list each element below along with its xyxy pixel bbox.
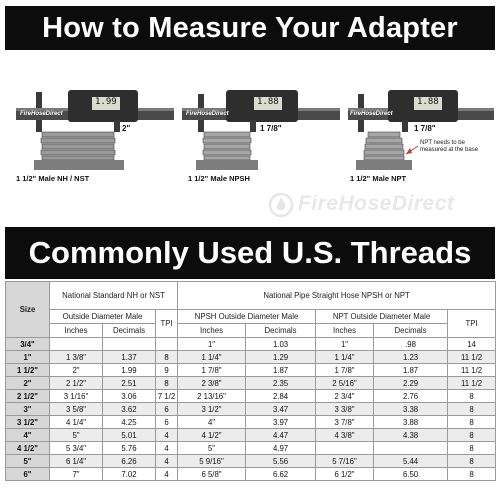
- npsh-decimals-cell: 1.29: [246, 351, 316, 364]
- ns-decimals-cell: 1.99: [103, 364, 156, 377]
- table-row: [6, 455, 496, 468]
- table-row: [6, 364, 496, 377]
- table-row: [6, 338, 496, 351]
- ns-decimals-cell: 3.62: [103, 403, 156, 416]
- ns-tpi-cell: 4: [156, 455, 178, 468]
- npt-tpi-header: TPI: [448, 310, 496, 338]
- ns-inches-cell: 3 5/8": [50, 403, 103, 416]
- npt-tpi-cell: 8: [448, 455, 496, 468]
- caliper-reading: 1.88: [257, 97, 279, 107]
- npsh-decimals-cell: 4.97: [246, 442, 316, 455]
- npt-decimals-cell: 1.87: [374, 364, 448, 377]
- npt-od-header: NPT Outside Diameter Male: [316, 310, 448, 324]
- table-row: [6, 442, 496, 455]
- ns-tpi-cell: 9: [156, 364, 178, 377]
- npt-inches-cell: 6 1/2": [316, 468, 374, 481]
- npsh-inches-cell: 4 1/2": [178, 429, 246, 442]
- npsh-inches-cell: 1 7/8": [178, 364, 246, 377]
- ns-inches-cell: 2 1/2": [50, 377, 103, 390]
- npt-decimals-cell: 3.38: [374, 403, 448, 416]
- ns-inches-cell: [50, 338, 103, 351]
- ns-decimals-cell: 3.06: [103, 390, 156, 403]
- caliper-brand: FireHoseDirect: [20, 111, 63, 117]
- npt-tpi-cell: 8: [448, 403, 496, 416]
- caliper-figure-npsh: [176, 86, 340, 186]
- ns-tpi-cell: 4: [156, 468, 178, 481]
- table-row: [6, 403, 496, 416]
- ns-tpi-cell: 7 1/2: [156, 390, 178, 403]
- threads-table-body: [6, 338, 496, 481]
- caliper-size-label: 1 7/8": [260, 124, 282, 133]
- npsh-inches-cell: 4": [178, 416, 246, 429]
- ns-tpi-cell: 4: [156, 429, 178, 442]
- ns-inches-cell: 5 3/4": [50, 442, 103, 455]
- npt-tpi-cell: 11 1/2: [448, 364, 496, 377]
- table-row: [6, 416, 496, 429]
- npsh-decimals-cell: 6.62: [246, 468, 316, 481]
- npt-inches-cell: 2 5/16": [316, 377, 374, 390]
- npsh-decimals-cell: 1.03: [246, 338, 316, 351]
- ns-od-header: Outside Diameter Male: [50, 310, 156, 324]
- ns-inches-cell: 5": [50, 429, 103, 442]
- npt-inches-cell: 5 7/16": [316, 455, 374, 468]
- ns-decimals-cell: 1.37: [103, 351, 156, 364]
- npsh-decimals-cell: 1.87: [246, 364, 316, 377]
- npt-inches-cell: 4 3/8": [316, 429, 374, 442]
- ns-decimals-header: Decimals: [103, 324, 156, 338]
- npt-inches-cell: 3 3/8": [316, 403, 374, 416]
- table-row: [6, 429, 496, 442]
- npt-decimals-header: Decimals: [374, 324, 448, 338]
- npsh-inches-cell: 5 9/16": [178, 455, 246, 468]
- table-row: [6, 468, 496, 481]
- ns-inches-cell: 6 1/4": [50, 455, 103, 468]
- ns-decimals-cell: 5.76: [103, 442, 156, 455]
- npsh-inches-cell: 1 1/4": [178, 351, 246, 364]
- ns-inches-header: Inches: [50, 324, 103, 338]
- npt-tpi-cell: 14: [448, 338, 496, 351]
- size-cell: 3": [6, 403, 50, 416]
- ns-decimals-cell: 6.26: [103, 455, 156, 468]
- watermark-text: FireHoseDirect: [298, 192, 455, 215]
- ns-decimals-cell: 4.25: [103, 416, 156, 429]
- npsh-decimals-cell: 3.97: [246, 416, 316, 429]
- ns-group-header: National Standard NH or NST: [50, 282, 178, 310]
- npsh-decimals-header: Decimals: [246, 324, 316, 338]
- table-row: [6, 390, 496, 403]
- npt-decimals-cell: 3.88: [374, 416, 448, 429]
- ns-inches-cell: 7": [50, 468, 103, 481]
- npsh-decimals-cell: 2.35: [246, 377, 316, 390]
- ns-inches-cell: 3 1/16": [50, 390, 103, 403]
- npt-inches-header: Inches: [316, 324, 374, 338]
- caliper-brand: FireHoseDirect: [186, 111, 229, 117]
- ns-decimals-cell: 2.51: [103, 377, 156, 390]
- size-cell: 3/4": [6, 338, 50, 351]
- table-row: [6, 351, 496, 364]
- npt-decimals-cell: 6.50: [374, 468, 448, 481]
- npt-decimals-cell: 2.76: [374, 390, 448, 403]
- npsh-inches-cell: 1": [178, 338, 246, 351]
- size-cell: 6": [6, 468, 50, 481]
- npt-decimals-cell: 2.29: [374, 377, 448, 390]
- npsh-inches-cell: 6 5/8": [178, 468, 246, 481]
- threads-table: [5, 281, 496, 481]
- caliper-caption: 1 1/2" Male NPSH: [188, 174, 250, 183]
- caliper-figure-nh: [6, 86, 176, 186]
- ns-inches-cell: 4 1/4": [50, 416, 103, 429]
- npt-inches-cell: 1": [316, 338, 374, 351]
- size-cell: 1": [6, 351, 50, 364]
- npt-tpi-cell: 11 1/2: [448, 351, 496, 364]
- size-cell: 5": [6, 455, 50, 468]
- ns-inches-cell: 1 3/8": [50, 351, 103, 364]
- size-header: Size: [6, 282, 50, 338]
- ns-tpi-cell: 8: [156, 351, 178, 364]
- npt-tpi-cell: 8: [448, 416, 496, 429]
- size-cell: 4": [6, 429, 50, 442]
- section-title: Commonly Used U.S. Threads: [5, 227, 495, 279]
- size-cell: 2 1/2": [6, 390, 50, 403]
- npsh-od-header: NPSH Outside Diameter Male: [178, 310, 316, 324]
- page-title: How to Measure Your Adapter: [5, 6, 495, 50]
- ns-tpi-cell: 6: [156, 416, 178, 429]
- npsh-decimals-cell: 3.47: [246, 403, 316, 416]
- caliper-brand: FireHoseDirect: [350, 111, 393, 117]
- npsh-inches-cell: 2 3/8": [178, 377, 246, 390]
- ns-decimals-cell: 5.01: [103, 429, 156, 442]
- caliper-size-label: 2": [122, 124, 131, 133]
- npsh-decimals-cell: 4.47: [246, 429, 316, 442]
- ns-decimals-cell: [103, 338, 156, 351]
- np-group-header: National Pipe Straight Hose NPSH or NPT: [178, 282, 496, 310]
- npt-tpi-cell: 8: [448, 390, 496, 403]
- ns-tpi-cell: [156, 338, 178, 351]
- ns-decimals-cell: 7.02: [103, 468, 156, 481]
- npt-inches-cell: [316, 442, 374, 455]
- caliper-caption: 1 1/2" Male NH / NST: [16, 174, 90, 183]
- npt-decimals-cell: .98: [374, 338, 448, 351]
- npsh-inches-cell: 2 13/16": [178, 390, 246, 403]
- npsh-inches-header: Inches: [178, 324, 246, 338]
- caliper-nh-illustration: [6, 86, 176, 186]
- caliper-size-label: 1 7/8": [414, 124, 436, 133]
- brand-watermark: [268, 192, 498, 220]
- npsh-decimals-cell: 5.56: [246, 455, 316, 468]
- size-cell: 3 1/2": [6, 416, 50, 429]
- npt-measure-note: NPT needs to be measured at the base: [420, 140, 479, 153]
- ns-inches-cell: 2": [50, 364, 103, 377]
- caliper-figure-npt: [344, 86, 494, 186]
- npsh-inches-cell: 3 1/2": [178, 403, 246, 416]
- npt-tpi-cell: 8: [448, 442, 496, 455]
- npt-inches-cell: 2 3/4": [316, 390, 374, 403]
- caliper-reading: 1.88: [417, 97, 439, 107]
- npt-tpi-cell: 11 1/2: [448, 377, 496, 390]
- ns-tpi-cell: 4: [156, 442, 178, 455]
- npt-decimals-cell: 5.44: [374, 455, 448, 468]
- npt-inches-cell: 1 7/8": [316, 364, 374, 377]
- size-cell: 2": [6, 377, 50, 390]
- npsh-inches-cell: 5": [178, 442, 246, 455]
- npt-tpi-cell: 8: [448, 429, 496, 442]
- ns-tpi-header: TPI: [156, 310, 178, 338]
- npsh-decimals-cell: 2.84: [246, 390, 316, 403]
- ns-tpi-cell: 6: [156, 403, 178, 416]
- npt-decimals-cell: 1.23: [374, 351, 448, 364]
- npt-decimals-cell: [374, 442, 448, 455]
- npt-tpi-cell: 8: [448, 468, 496, 481]
- table-row: [6, 377, 496, 390]
- ns-tpi-cell: 8: [156, 377, 178, 390]
- caliper-caption: 1 1/2" Male NPT: [350, 174, 407, 183]
- size-cell: 4 1/2": [6, 442, 50, 455]
- npt-decimals-cell: 4.38: [374, 429, 448, 442]
- size-cell: 1 1/2": [6, 364, 50, 377]
- npt-inches-cell: 3 7/8": [316, 416, 374, 429]
- flame-logo-icon: [268, 192, 294, 218]
- caliper-reading: 1.99: [95, 97, 117, 107]
- npt-inches-cell: 1 1/4": [316, 351, 374, 364]
